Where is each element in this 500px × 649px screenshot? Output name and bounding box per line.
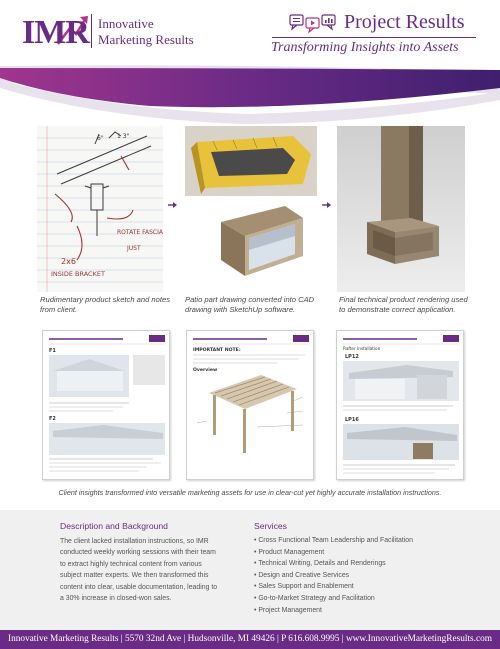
doc-label-f1: F1	[49, 348, 56, 354]
service-item: • Cross Functional Team Leadership and Facilitation	[254, 537, 413, 544]
chat-doc-icon	[289, 13, 337, 35]
doc-label-overview: Overview	[193, 368, 218, 373]
doc-label-f2: F2	[49, 416, 56, 422]
sketch-note-13in: 1 3"	[117, 133, 130, 140]
cad-caption: Patio part drawing converted into CAD drawing with SketchUp software.	[185, 295, 315, 314]
sketch-note-inside-bracket: INSIDE BRACKET	[51, 270, 105, 278]
instruction-doc-thumbnail	[336, 330, 464, 480]
service-item: • Project Management	[254, 606, 322, 614]
sketch-note-just: JUST	[127, 245, 141, 252]
header-swoosh-band	[0, 58, 500, 128]
sketch-note-6in: 6"	[97, 135, 104, 142]
doc-label-important-note: IMPORTANT NOTE:	[193, 348, 241, 353]
service-item: • Design and Creative Services	[254, 571, 350, 579]
services-list	[254, 535, 484, 616]
page-header	[0, 0, 500, 62]
product-rendering-image	[337, 126, 465, 292]
logo-wordmark: IMR	[22, 14, 89, 51]
page-title: Project Results	[344, 11, 465, 33]
arrow-right-icon	[322, 200, 332, 210]
doc-label-rafter: Rafter Installation	[343, 346, 381, 351]
doc-label-lp12: LP12	[345, 354, 359, 360]
documents-caption: Client insights transformed into versatile marketing assets for use in clear-cut yet highly accurate installation instructions.	[58, 488, 442, 497]
service-item: • Go-to-Market Strategy and Facilitation	[254, 594, 375, 602]
instruction-doc-thumbnail	[186, 330, 314, 480]
company-name-line2: Marketing Results	[98, 32, 194, 47]
service-item: • Sales Support and Enablement	[254, 583, 354, 591]
page-footer	[0, 630, 500, 649]
sketch-note-rotate: ROTATE FASCIA	[117, 229, 163, 236]
logo-divider	[91, 14, 92, 48]
services-title: Services	[254, 521, 287, 531]
service-item: • Product Management	[254, 548, 325, 556]
service-item: • Technical Writing, Details and Renderings	[254, 560, 386, 568]
doc-label-lp16: LP16	[345, 417, 359, 423]
instruction-doc-thumbnail	[42, 330, 170, 480]
sketch-caption: Rudimentary product sketch and notes from client.	[40, 295, 171, 314]
description-title: Description and Background	[60, 521, 168, 531]
arrow-right-icon	[168, 200, 178, 210]
company-name-line1: Innovative	[98, 16, 154, 31]
rendering-caption: Final technical product rendering used to demonstrate correct application.	[339, 295, 468, 314]
cad-drawing-image	[183, 126, 319, 292]
page-subtitle: Transforming Insights into Assets	[271, 40, 459, 55]
title-divider	[272, 37, 476, 38]
footer-contact-text: Innovative Marketing Results | 5570 32nd Ave | Hudsonville, MI 49426 | P 616.608.9995 | www.InnovativeMarketingResults.com	[7, 634, 493, 644]
sketch-note-2x6: 2x6	[61, 257, 76, 266]
product-sketch-image	[37, 126, 163, 292]
description-text: The client lacked installation instructions, so IMR conducted weekly working sessions with their team to extract highly technical content from various subject matter experts. We then transformed this content into clear, usable documentation, leading to a 30% increase in closed-won sales.	[60, 538, 218, 603]
